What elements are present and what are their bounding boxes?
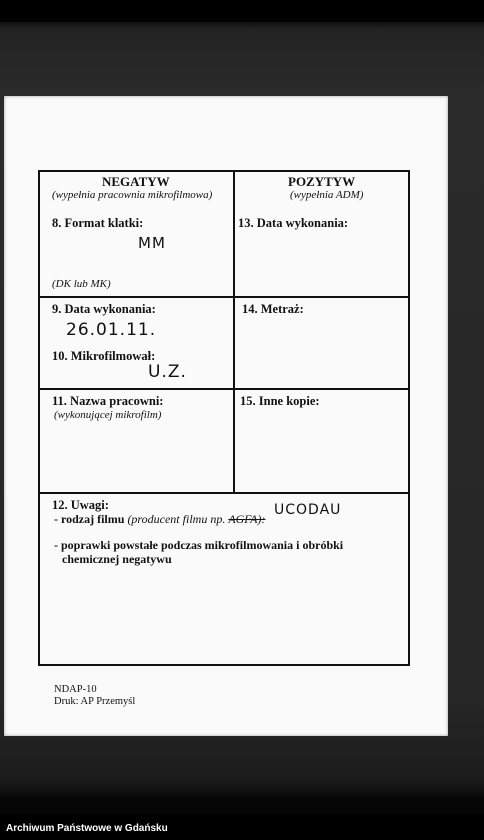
field-15-label: 15. Inne kopie:	[240, 394, 320, 408]
field-9-value: 26.01.11.	[66, 320, 157, 340]
print-info: Druk: AP Przemyśl	[54, 696, 136, 707]
field-12-item1-prefix: - rodzaj filmu	[54, 512, 125, 526]
field-8-value: MM	[138, 234, 166, 252]
field-13-label: 13. Data wykonania:	[238, 216, 349, 230]
field-12-item1	[54, 512, 265, 527]
field-12-item1-value: UCODAU	[274, 502, 342, 518]
field-10-value: U.Z.	[148, 362, 187, 382]
negatyw-subtitle: (wypełnia pracownia mikrofilmowa)	[52, 189, 213, 201]
pozytyw-title: POZYTYW	[288, 174, 356, 189]
field-10-label: 10. Mikrofilmował:	[52, 349, 156, 363]
field-12-label: 12. Uwagi:	[52, 498, 109, 512]
field-12-item2-line1: - poprawki powstałe podczas mikrofilmowania i obróbki	[54, 538, 344, 552]
field-8-label: 8. Format klatki:	[52, 216, 144, 230]
field-11-note: (wykonującej mikrofilm)	[54, 409, 162, 421]
document-card	[4, 96, 448, 736]
field-9-label: 9. Data wykonania:	[52, 302, 156, 316]
field-12-item1-strike: AGFA):	[228, 512, 266, 526]
field-8-note: (DK lub MK)	[52, 278, 111, 290]
form-grid	[38, 170, 410, 666]
archive-label: Archiwum Państwowe w Gdańsku	[6, 823, 168, 834]
pozytyw-subtitle: (wypełnia ADM)	[290, 189, 364, 201]
field-11-label: 11. Nazwa pracowni:	[52, 394, 164, 408]
field-14-label: 14. Metraż:	[242, 302, 304, 316]
row-divider	[40, 296, 408, 298]
field-12-item1-note: (producent filmu np.	[127, 512, 226, 526]
negatyw-title: NEGATYW	[102, 174, 170, 189]
field-12-item2-line2: chemicznej negatywu	[62, 552, 172, 566]
form-code: NDAP-10	[54, 684, 97, 695]
row-divider	[40, 492, 408, 494]
column-divider	[233, 172, 235, 492]
row-divider	[40, 388, 408, 390]
